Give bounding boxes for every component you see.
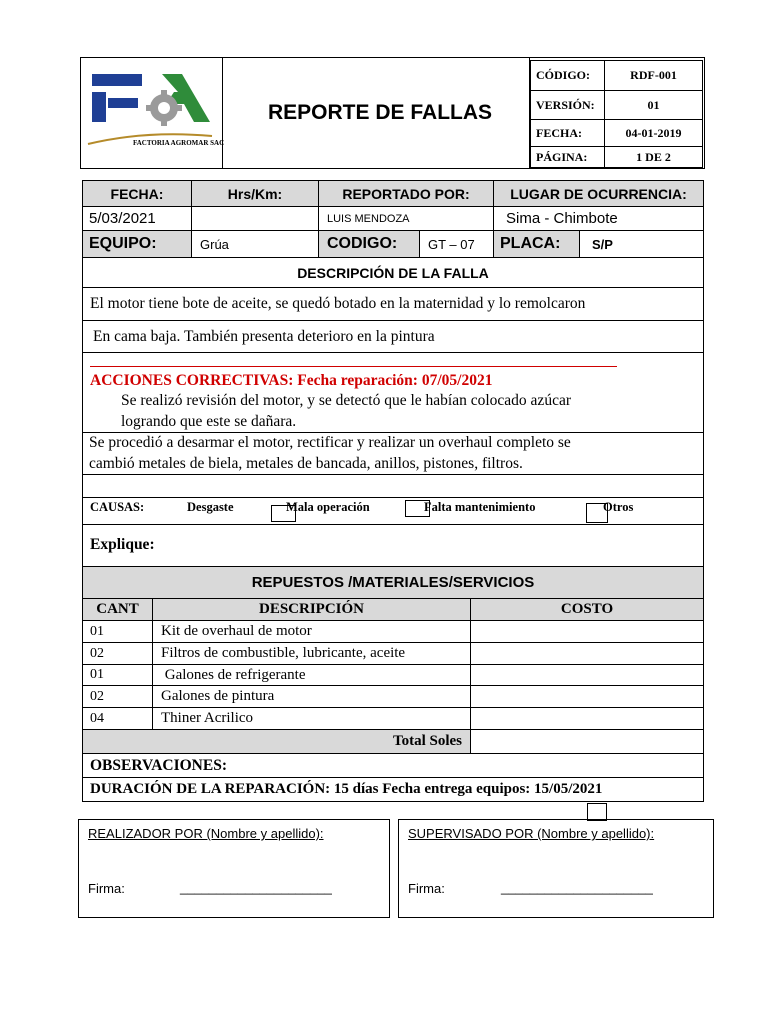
table-row-desc: Kit de overhaul de motor — [152, 620, 471, 643]
table-row-desc: Galones de pintura — [152, 685, 471, 708]
fecha-value: 5/03/2021 — [82, 206, 192, 231]
acciones-fecha: Fecha reparación: 07/05/2021 — [297, 372, 493, 389]
equipo-value: Grúa — [191, 230, 319, 258]
col-lugar-header: LUGAR DE OCURRENCIA: — [493, 180, 704, 207]
acciones-line-3: Se procedió a desarmar el motor, rectificar y realizar un overhaul completo se — [89, 434, 571, 451]
causa-falta-mantenimiento-label: Falta mantenimiento — [424, 500, 536, 514]
table-row-costo — [470, 664, 704, 686]
meta-fecha-value: 04-01-2019 — [604, 119, 703, 147]
table-row-costo — [470, 642, 704, 665]
realizador-firma-label: Firma: — [88, 881, 125, 896]
falla-line-2: En cama baja. También presenta deterioro en la pintura — [82, 320, 704, 353]
table-row-costo — [470, 685, 704, 708]
causas-top-line — [82, 497, 704, 498]
page-title: REPORTE DE FALLAS — [268, 101, 493, 124]
meta-version-value: 01 — [604, 90, 703, 120]
meta-codigo-label: CÓDIGO: — [530, 60, 605, 91]
duracion-row: DURACIÓN DE LA REPARACIÓN: 15 días Fecha entrega equipos: 15/05/2021 — [82, 777, 704, 802]
meta-fecha-label: FECHA: — [530, 119, 605, 147]
table-row-cant: 04 — [82, 707, 153, 730]
table-row-desc: Thiner Acrilico — [152, 707, 471, 730]
repuestos-heading: REPUESTOS /MATERIALES/SERVICIOS — [82, 566, 704, 599]
logo-text: FACTORIA AGROMAR SAC — [133, 139, 225, 147]
causa-mala-operacion-label: Mala operación — [286, 500, 370, 514]
table-row-cant: 01 — [82, 664, 153, 686]
acciones-line-1: Se realizó revisión del motor, y se detectó que le habían colocado azúcar — [121, 392, 571, 409]
table-row-costo — [470, 620, 704, 643]
causas-label: CAUSAS: — [90, 500, 145, 514]
supervisado-firma-label: Firma: — [408, 881, 445, 896]
table-row-desc: Galones de refrigerante — [152, 664, 471, 686]
placa-value: S/P — [579, 230, 704, 258]
col-costo-header: COSTO — [470, 598, 704, 621]
acciones-divider — [82, 432, 704, 433]
acciones-line-2: logrando que este se dañara. — [121, 413, 297, 430]
table-row-cant: 02 — [82, 685, 153, 708]
meta-pagina-label: PÁGINA: — [530, 146, 605, 168]
table-row-costo — [470, 707, 704, 730]
supervisado-label: SUPERVISADO POR (Nombre y apellido): — [408, 826, 655, 841]
placa-label: PLACA: — [493, 230, 580, 258]
total-label-cell: Total Soles — [82, 729, 471, 754]
observaciones-row: OBSERVACIONES: — [82, 753, 704, 778]
meta-version-label: VERSIÓN: — [530, 90, 605, 120]
hrs-value — [191, 206, 319, 231]
meta-pagina-value: 1 DE 2 — [604, 146, 703, 168]
reportado-value: LUIS MENDOZA — [318, 206, 494, 231]
total-value-cell — [470, 729, 704, 754]
table-row-cant: 01 — [82, 620, 153, 643]
falla-heading: DESCRIPCIÓN DE LA FALLA — [82, 257, 704, 288]
acciones-bottom-line — [82, 474, 704, 475]
codigo-label: CODIGO: — [318, 230, 420, 258]
meta-codigo-value: RDF-001 — [604, 60, 703, 91]
equipo-label: EQUIPO: — [82, 230, 192, 258]
lugar-value: Sima - Chimbote — [493, 206, 704, 231]
realizador-firma-line[interactable]: _____________________ — [180, 880, 332, 895]
acciones-label: ACCIONES CORRECTIVAS: Fecha reparación: 07/05/2021 — [90, 372, 493, 389]
col-hrs-header: Hrs/Km: — [191, 180, 319, 207]
col-reportado-header: REPORTADO POR: — [318, 180, 494, 207]
col-cant-header: CANT — [82, 598, 153, 621]
table-row-desc: Filtros de combustible, lubricante, aceite — [152, 642, 471, 665]
col-descripcion-header: DESCRIPCIÓN — [152, 598, 471, 621]
causa-otros-label: Otros — [603, 500, 634, 514]
codigo-value: GT – 07 — [419, 230, 494, 258]
falla-line-1: El motor tiene bote de aceite, se quedó botado en la maternidad y lo remolcaron — [82, 287, 704, 321]
causa-desgaste-label: Desgaste — [187, 500, 234, 514]
header-divider-logo — [222, 57, 223, 169]
red-underline — [90, 366, 617, 367]
explique-label: Explique: — [90, 536, 155, 553]
acciones-line-4: cambió metales de biela, metales de bancada, anillos, pistones, filtros. — [89, 455, 523, 472]
col-fecha-header: FECHA: — [82, 180, 192, 207]
supervisado-firma-line[interactable]: _____________________ — [501, 880, 653, 895]
table-row-cant: 02 — [82, 642, 153, 665]
realizador-label: REALIZADOR POR (Nombre y apellido): — [88, 826, 324, 841]
causas-bottom-line — [82, 524, 704, 525]
